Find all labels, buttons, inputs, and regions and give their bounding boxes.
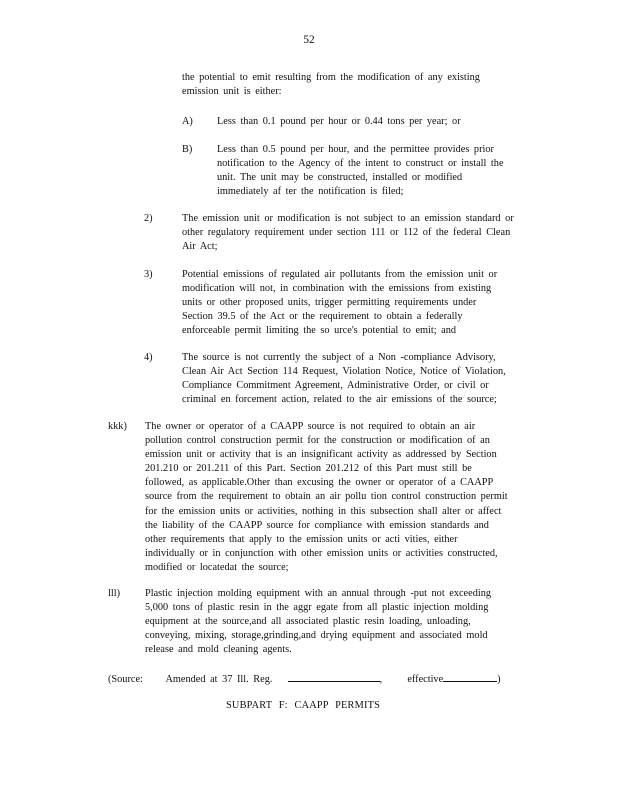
source-note: [108, 671, 501, 685]
text-line: release and mold cleaning agents.: [145, 644, 292, 656]
intro-paragraph: [182, 71, 480, 99]
item-4-text: [182, 351, 506, 407]
text-line: units or other proposed units, trigger permitting requirements under: [182, 297, 477, 309]
text-line: notification to the Agency of the intent to construct or install the: [217, 158, 504, 170]
blank-effective-date: [443, 671, 497, 682]
text-line: Compliance Commitment Agreement, Administrative Order, or civil or: [182, 380, 489, 392]
text-line: unit. The unit may be constructed, installed or modified: [217, 172, 463, 184]
blank-register-page: [288, 671, 380, 682]
text-line: source from the requirement to obtain an air pollu tion control construction permit: [145, 491, 508, 503]
item-lll-text: [145, 587, 491, 657]
text-line: individually or in conjunction with other emission units or activities constructed,: [145, 547, 498, 559]
text-line: followed, as applicable.Other than excusing the owner or operator of a CAAPP: [145, 477, 494, 489]
text-line: criminal en forcement action, related to the air emissions of the source;: [182, 394, 497, 406]
source-comma: ,: [379, 674, 383, 685]
text-line: other requirements that apply to the emission units or acti vities, either: [145, 533, 458, 545]
item-b-text: [217, 143, 504, 199]
text-line: enforceable permit limiting the so urce's potential to emit; and: [182, 325, 457, 337]
text-line: the liability of the CAAPP source for compliance with emission standards and: [145, 519, 489, 531]
subpart-heading: SUBPART F: CAAPP PERMITS: [226, 700, 381, 711]
text-line: The owner or operator of a CAAPP source is not required to obtain an air: [145, 421, 476, 432]
page-number: 52: [303, 34, 315, 46]
item-label-2: 2): [144, 213, 153, 224]
item-label-lll: lll): [108, 588, 121, 599]
source-effective: effective: [407, 674, 444, 685]
item-kkk-text: [145, 420, 508, 575]
text-line: 5,000 tons of plastic resin in the aggr egate from all plastic injection molding: [145, 602, 489, 614]
text-line: 201.210 or 201.211 of this Part. Section 201.212 of this Part must still be: [145, 463, 472, 475]
item-a-text: [217, 115, 461, 129]
item-label-kkk: kkk): [108, 421, 127, 432]
text-line: conveying, mixing, storage,grinding,and drying equipment and associated mold: [145, 630, 488, 642]
item-label-a: A): [182, 116, 193, 127]
text-line: pollution control construction permit for the construction or modification of an: [145, 435, 490, 447]
source-close: ): [497, 674, 501, 685]
text-line: Air Act;: [182, 241, 218, 253]
item-label-4: 4): [144, 352, 153, 363]
text-line: The emission unit or modification is not subject to an emission standard or: [182, 213, 514, 224]
text-line: Potential emissions of regulated air pollutants from the emission unit or: [182, 269, 498, 280]
text-line: emission unit is either:: [182, 86, 282, 98]
text-line: The source is not currently the subject of a Non -compliance Advisory,: [182, 352, 496, 363]
text-line: Plastic injection molding equipment with an annual through -put not exceeding: [145, 588, 492, 599]
text-line: immediately af ter the notification is filed;: [217, 186, 404, 198]
text-line: the potential to emit resulting from the modification of any existing: [182, 72, 480, 83]
text-line: for the emission units or activities, nothing in this subsection shall alter or affect: [145, 505, 502, 517]
source-open: (Source:: [108, 674, 143, 685]
text-line: emission unit or activity that is an insignificant activity as addressed by Section: [145, 449, 497, 461]
item-2-text: [182, 212, 514, 254]
text-line: Section 39.5 of the Act or the requirement to obtain a federally: [182, 311, 463, 323]
item-label-3: 3): [144, 269, 153, 280]
text-line: Clean Air Act Section 114 Request, Violation Notice, Notice of Violation,: [182, 366, 506, 378]
text-line: equipment at the source,and all associated plastic resin loading, unloading,: [145, 616, 471, 628]
text-line: Less than 0.5 pound per hour, and the permittee provides prior: [217, 144, 494, 155]
item-label-b: B): [182, 144, 193, 155]
text-line: other regulatory requirement under section 111 or 112 of the federal Clean: [182, 227, 511, 239]
text-line: modified or locatedat the source;: [145, 561, 289, 573]
text-line: modification will not, in combination with the emissions from existing: [182, 283, 492, 295]
text-line: Less than 0.1 pound per hour or 0.44 tons per year; or: [217, 116, 461, 127]
source-amended: Amended at 37 Ill. Reg.: [165, 674, 273, 685]
item-3-text: [182, 268, 497, 338]
